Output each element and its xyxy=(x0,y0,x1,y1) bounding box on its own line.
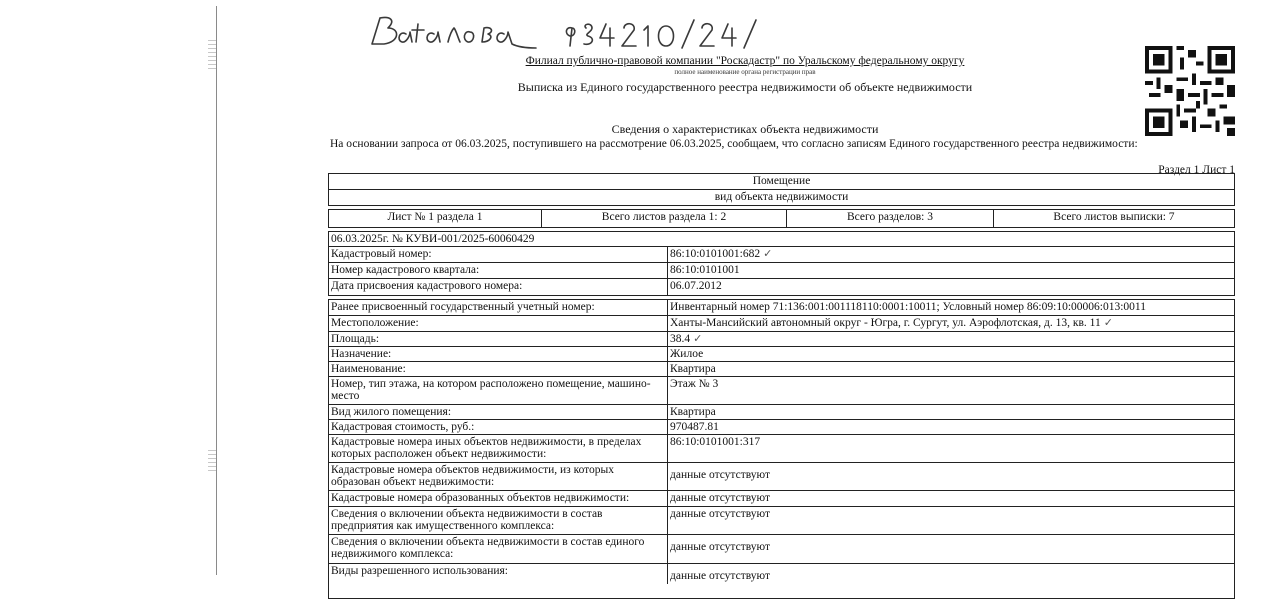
field-value: Квартира xyxy=(670,363,716,375)
qr-code xyxy=(1144,46,1236,136)
extract-sheet-count: Всего листов выписки: 7 xyxy=(1053,211,1175,223)
scan-artifact xyxy=(208,450,216,474)
checkmark-icon: ✓ xyxy=(763,248,773,260)
field-value: 86:10:0101001:317 xyxy=(670,436,761,448)
field-value xyxy=(668,332,1234,346)
field-value-text: Ханты-Мансийский автономный округ - Югра, г. Сургут, ул. Аэрофлотская, д. 13, кв. 11 xyxy=(670,317,1101,329)
field-label: Местоположение: xyxy=(329,316,668,331)
field-value: Квартира xyxy=(670,406,716,418)
field-label: Виды разрешенного использования: xyxy=(329,564,668,584)
field-value: данные отсутствуют xyxy=(670,508,770,520)
object-type-table xyxy=(328,173,1235,206)
field-label: Кадастровая стоимость, руб.: xyxy=(329,420,668,434)
registry-organization: Филиал публично-правовой компании "Роскадастр" по Уральскому федеральному округу xyxy=(525,55,965,67)
field-value: 06.07.2012 xyxy=(670,280,722,292)
section-sheet-label: Раздел 1 Лист 1 xyxy=(1158,164,1235,176)
extract-title: Выписка из Единого государственного реестра недвижимости об объекте недвижимости xyxy=(517,80,973,94)
table-row xyxy=(329,507,1234,535)
field-value: данные отсутствуют xyxy=(670,541,770,553)
field-value: Инвентарный номер 71:136:001:001118110:0001:10011; Условный номер 86:09:10:00006:013:0011 xyxy=(670,301,1146,313)
object-type-caption: вид объекта недвижимости xyxy=(714,191,849,203)
object-type: Помещение xyxy=(752,175,811,187)
table-row xyxy=(329,332,1234,347)
table-row xyxy=(329,377,1234,405)
table-row xyxy=(329,362,1234,377)
table-row xyxy=(329,564,1234,584)
table-row xyxy=(329,279,1234,295)
checkmark-icon: ✓ xyxy=(1103,317,1113,329)
sheet-number: Лист № 1 раздела 1 xyxy=(329,210,542,227)
field-value: 86:10:0101001 xyxy=(670,264,740,276)
field-value-text: 86:10:0101001:682 xyxy=(670,248,761,260)
table-row xyxy=(329,463,1234,491)
table-row xyxy=(329,347,1234,362)
field-label: Ранее присвоенный государственный учетный номер: xyxy=(329,300,668,315)
field-value: 970487.81 xyxy=(670,421,719,433)
organization-caption: полное наименование органа регистрации прав xyxy=(674,68,816,76)
table-row xyxy=(329,435,1234,463)
table-row xyxy=(329,300,1234,316)
field-label: Кадастровые номера образованных объектов недвижимости: xyxy=(329,491,668,506)
field-label: Сведения о включении объекта недвижимости в состав предприятия как имущественного комплекса: xyxy=(329,507,668,534)
table-row xyxy=(329,247,1234,263)
field-value: данные отсутствуют xyxy=(670,570,770,582)
request-text: На основании запроса от 06.03.2025, поступившего на рассмотрение 06.03.2025, сообщаем, что согласно записям Единого государственного реестра недвижимости: xyxy=(330,138,1138,150)
table-row xyxy=(329,316,1234,332)
field-label: Номер кадастрового квартала: xyxy=(329,263,668,278)
table-row xyxy=(329,491,1234,507)
page-left-edge xyxy=(216,6,217,575)
field-value: Жилое xyxy=(670,348,704,360)
field-value xyxy=(668,247,1234,262)
scan-artifact xyxy=(208,40,216,70)
field-value: данные отсутствуют xyxy=(670,492,770,504)
handwritten-note xyxy=(366,8,786,58)
field-label: Назначение: xyxy=(329,347,668,361)
field-label: Кадастровый номер: xyxy=(329,247,668,262)
section-sheet-count: Всего листов раздела 1: 2 xyxy=(542,210,787,227)
field-value: Этаж № 3 xyxy=(670,378,719,390)
cadastral-basic-table xyxy=(328,231,1235,296)
checkmark-icon: ✓ xyxy=(693,333,703,345)
field-label: Дата присвоения кадастрового номера: xyxy=(329,279,668,295)
field-value: данные отсутствуют xyxy=(670,469,770,481)
field-label: Кадастровые номера иных объектов недвижимости, в пределах которых расположен объект недвижимости: xyxy=(329,435,668,462)
field-label: Площадь: xyxy=(329,332,668,346)
table-row xyxy=(329,263,1234,279)
field-label: Наименование: xyxy=(329,362,668,376)
field-label: Сведения о включении объекта недвижимости в состав единого недвижимого комплекса: xyxy=(329,535,668,563)
table-row xyxy=(329,405,1234,420)
table-row xyxy=(329,420,1234,435)
section-title: Сведения о характеристиках объекта недвижимости xyxy=(611,122,879,136)
field-label: Вид жилого помещения: xyxy=(329,405,668,419)
field-label: Кадастровые номера объектов недвижимости, из которых образован объект недвижимости: xyxy=(329,463,668,490)
section-count: Всего разделов: 3 xyxy=(787,210,994,227)
field-label: Номер, тип этажа, на котором расположено помещение, машино-место xyxy=(329,377,668,404)
field-value-text: 38.4 xyxy=(670,333,691,345)
table-row xyxy=(329,535,1234,564)
cadastral-details-table xyxy=(328,299,1235,599)
sheet-info-table xyxy=(328,209,1235,228)
field-value xyxy=(668,316,1234,331)
record-number: 06.03.2025г. № КУВИ-001/2025-60060429 xyxy=(331,233,535,245)
